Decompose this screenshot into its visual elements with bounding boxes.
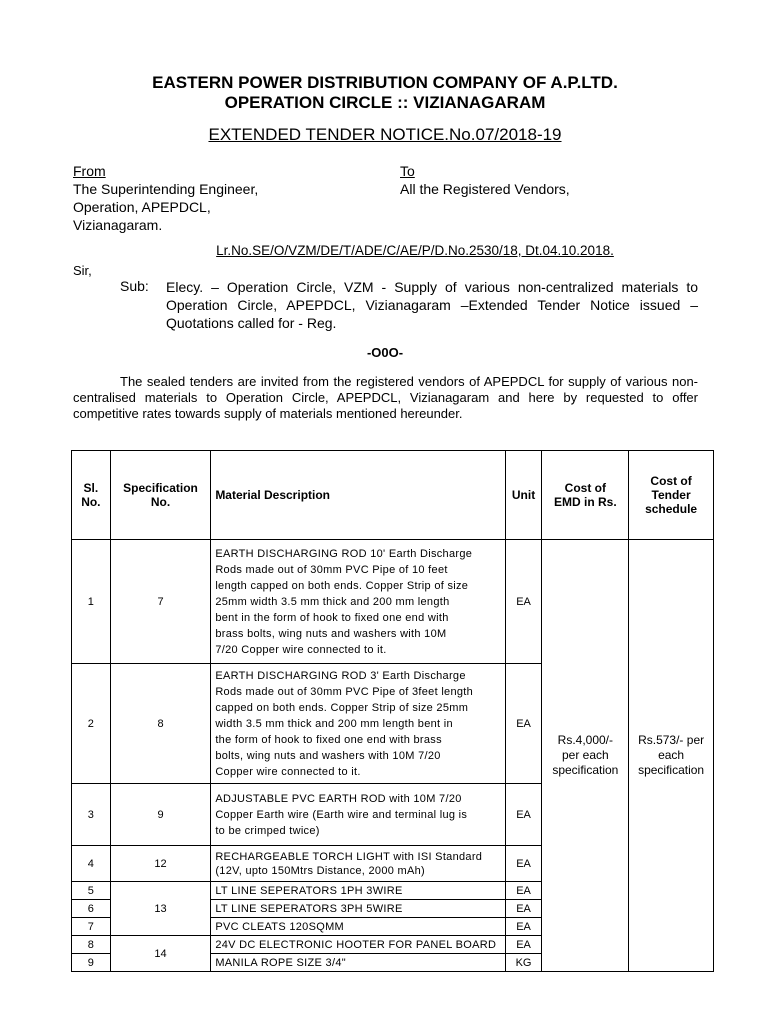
- desc-line: to be crimped twice): [215, 824, 320, 837]
- separator: -O0O-: [366, 345, 404, 360]
- desc-line: the form of hook to fixed one end with brass: [215, 733, 442, 746]
- salutation: Sir,: [73, 263, 92, 278]
- company-name: EASTERN POWER DISTRIBUTION COMPANY OF A.P.LTD.: [152, 73, 618, 92]
- row-unit: KG: [505, 954, 542, 972]
- row-description: [211, 664, 505, 784]
- row-sl: 6: [72, 900, 111, 918]
- row-sl: 8: [72, 936, 111, 954]
- row-unit: EA: [505, 900, 542, 918]
- row-description: [211, 784, 505, 846]
- desc-line: ADJUSTABLE PVC EARTH ROD with 10M 7/20: [215, 792, 462, 805]
- desc-line: width 3.5 mm thick and 200 mm length bent in: [215, 717, 453, 730]
- row-sl: 1: [72, 540, 111, 664]
- cost-line-3: specification: [638, 763, 705, 777]
- emd-cost-cell: [542, 540, 629, 972]
- row-description: LT LINE SEPERATORS 1PH 3WIRE: [211, 882, 505, 900]
- from-line-2: Operation, APEPDCL,: [73, 199, 211, 215]
- cost-line-2: each: [658, 748, 685, 762]
- header-emd: [542, 451, 629, 540]
- row-description: 24V DC ELECTRONIC HOOTER FOR PANEL BOARD: [211, 936, 505, 954]
- emd-line-2: per each: [561, 748, 609, 762]
- row-sl: 5: [72, 882, 111, 900]
- desc-line: Rods made out of 30mm PVC Pipe of 3feet length: [215, 685, 474, 698]
- row-unit: EA: [505, 918, 542, 936]
- header-desc: Material Description: [211, 451, 505, 540]
- row-unit: EA: [505, 882, 542, 900]
- desc-line: Copper Earth wire (Earth wire and terminal lug is: [215, 808, 468, 821]
- desc-line: EARTH DISCHARGING ROD 10' Earth Discharge: [215, 547, 473, 560]
- emd-line-1: Rs.4,000/-: [557, 733, 614, 747]
- row-spec: 9: [110, 784, 211, 846]
- from-line-3: Vizianagaram.: [73, 217, 163, 233]
- row-spec: 14: [110, 936, 211, 972]
- header-sl-line-2: No.: [81, 495, 101, 509]
- to-block: [400, 162, 570, 198]
- desc-line: RECHARGEABLE TORCH LIGHT with ISI Standard: [215, 850, 483, 863]
- desc-line: Rods made out of 30mm PVC Pipe of 10 feet: [215, 563, 448, 576]
- subject-label: Sub:: [120, 278, 149, 294]
- desc-line: Copper wire connected to it.: [215, 765, 361, 778]
- header-sl: [72, 451, 111, 540]
- row-sl: 4: [72, 846, 111, 882]
- from-label: From: [73, 163, 106, 179]
- header-sl-line-1: Sl.: [83, 481, 99, 495]
- row-unit: EA: [505, 540, 542, 664]
- header-spec-line-2: No.: [150, 495, 171, 509]
- header-unit: Unit: [505, 451, 542, 540]
- from-line-1: The Superintending Engineer,: [73, 181, 259, 197]
- row-unit: EA: [505, 664, 542, 784]
- desc-line: capped on both ends. Copper Strip of size 25mm: [215, 701, 469, 714]
- materials-table: [71, 450, 714, 972]
- row-description: LT LINE SEPERATORS 3PH 5WIRE: [211, 900, 505, 918]
- desc-line: brass bolts, wing nuts and washers with 10M: [215, 627, 447, 640]
- desc-line: 7/20 Copper wire connected to it.: [215, 643, 387, 656]
- row-sl: 2: [72, 664, 111, 784]
- to-line-1: All the Registered Vendors,: [400, 181, 570, 197]
- table-row: [72, 540, 714, 664]
- cost-line-1: Rs.573/- per: [638, 733, 705, 747]
- header-cost-line-1: Cost of: [650, 474, 692, 488]
- from-block: [73, 162, 258, 234]
- row-unit: EA: [505, 784, 542, 846]
- notice-title: EXTENDED TENDER NOTICE.No.07/2018-19: [208, 125, 562, 144]
- row-description: [211, 846, 505, 882]
- desc-line: 25mm width 3.5 mm thick and 200 mm length: [215, 595, 450, 608]
- row-description: PVC CLEATS 120SQMM: [211, 918, 505, 936]
- header-emd-line-1: Cost of: [564, 481, 606, 495]
- reference-number: Lr.No.SE/O/VZM/DE/T/ADE/C/AE/P/D.No.2530/18, Dt.04.10.2018.: [216, 243, 614, 258]
- subject-text: Elecy. – Operation Circle, VZM - Supply of various non-centralized materials to Operation Circle, APEPDCL, Vizianagaram –Extended Tender Notice issued – Quotations called for - Reg.: [166, 279, 698, 331]
- tender-cost-cell: [629, 540, 714, 972]
- desc-line: bent in the form of hook to fixed one end with: [215, 611, 449, 624]
- to-label: To: [400, 163, 415, 179]
- body-paragraph: The sealed tenders are invited from the registered vendors of APEPDCL for supply of various non-centralised materials to Operation Circle, APEPDCL, Vizianagaram and here by requested to offer competitive rates towards supply of materials mentioned hereunder.: [73, 374, 698, 421]
- row-unit: EA: [505, 936, 542, 954]
- desc-line: length capped on both ends. Copper Strip of size: [215, 579, 469, 592]
- row-description: MANILA ROPE SIZE 3/4": [211, 954, 505, 972]
- header-emd-line-2: EMD in Rs.: [554, 495, 617, 509]
- header-cost-line-3: schedule: [645, 502, 698, 516]
- row-unit: EA: [505, 846, 542, 882]
- header-spec: [110, 451, 211, 540]
- emd-line-3: specification: [552, 763, 619, 777]
- table-header-row: [72, 451, 714, 540]
- row-spec: 7: [110, 540, 211, 664]
- row-sl: 9: [72, 954, 111, 972]
- header-spec-line-1: Specification: [123, 481, 198, 495]
- desc-line: bolts, wing nuts and washers with 10M 7/20: [215, 749, 441, 762]
- row-spec: 12: [110, 846, 211, 882]
- row-spec: 13: [110, 882, 211, 936]
- row-description: [211, 540, 505, 664]
- circle-name: OPERATION CIRCLE :: VIZIANAGARAM: [224, 93, 546, 112]
- header-cost: [629, 451, 714, 540]
- header-cost-line-2: Tender: [651, 488, 691, 502]
- row-sl: 7: [72, 918, 111, 936]
- desc-line: EARTH DISCHARGING ROD 3' Earth Discharge: [215, 669, 466, 682]
- row-spec: 8: [110, 664, 211, 784]
- desc-line: (12V, upto 150Mtrs Distance, 2000 mAh): [215, 864, 426, 877]
- row-sl: 3: [72, 784, 111, 846]
